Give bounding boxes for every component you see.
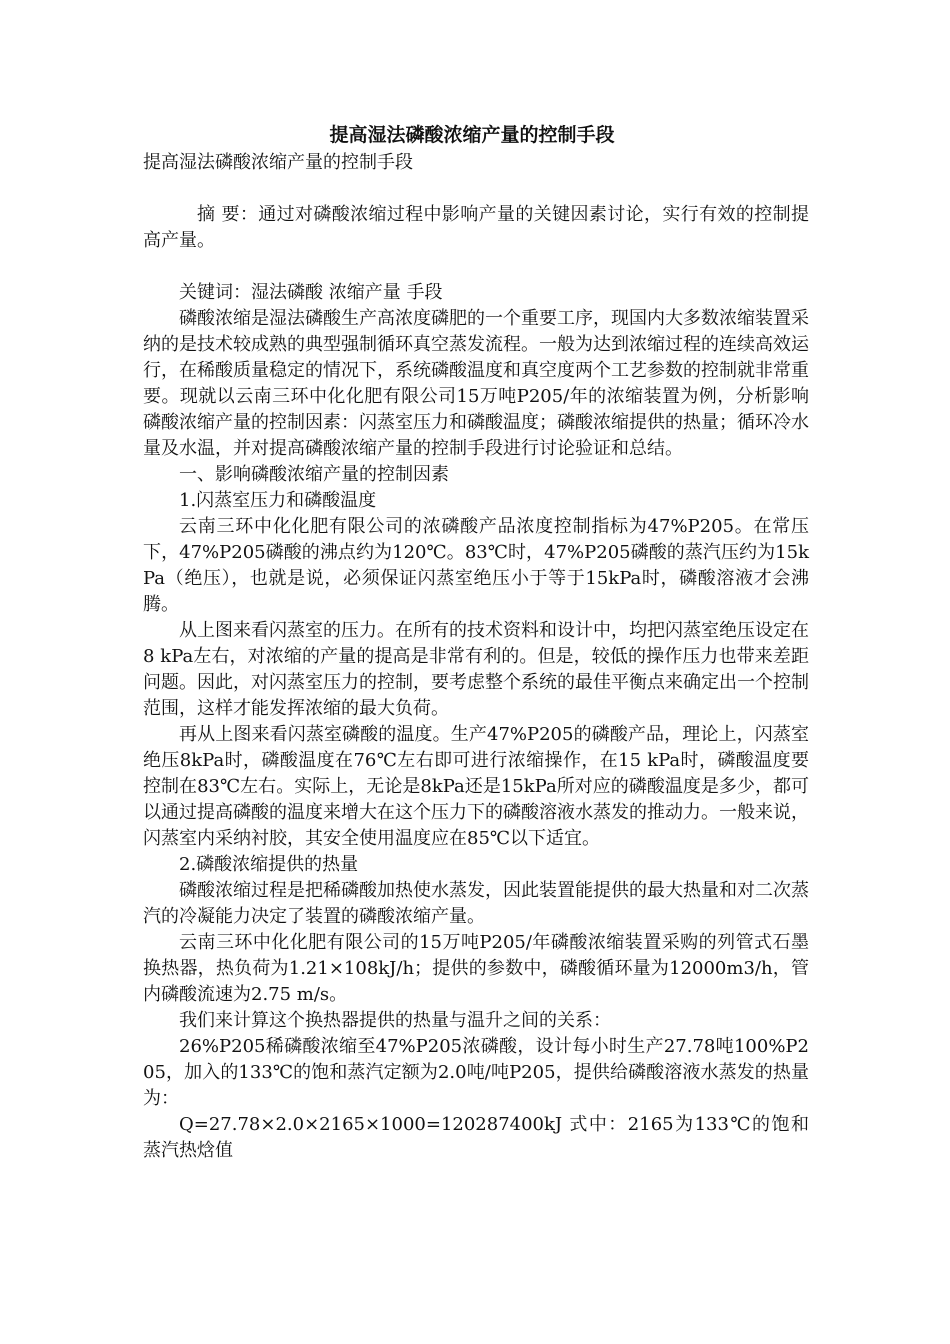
blank-line bbox=[143, 254, 809, 280]
body-paragraph: 再从上图来看闪蒸室磷酸的温度。生产47%P205的磷酸产品，理论上，闪蒸室绝压8kPa时，磷酸温度在76℃左右即可进行浓缩操作，在15 kPa时，磷酸温度要控制在83℃左右。实际上，无论是8kPa还是15kPa所对应的磷酸温度是多少，都可以通过提高磷酸的温度来增大在这个压力下的磷酸溶液水蒸发的推动力。一般来说，闪蒸室内采纳衬胶，其安全使用温度应在85℃以下适宜。 bbox=[143, 724, 809, 849]
document-title: 提高湿法磷酸浓缩产量的控制手段 bbox=[329, 124, 615, 146]
section-heading: 一、影响磷酸浓缩产量的控制因素 bbox=[179, 464, 449, 485]
abstract-text: 摘 要：通过对磷酸浓缩过程中影响产量的关键因素讨论，实行有效的控制提高产量。 bbox=[143, 204, 809, 251]
body-paragraph: 从上图来看闪蒸室的压力。在所有的技术资料和设计中，均把闪蒸室绝压设定在8 kPa左右，对浓缩的产量的提高是非常有利的。但是，较低的操作压力也带来差距问题。因此，对闪蒸室压力的控制，要考虑整个系统的最佳平衡点来确定出一个控制范围，这样才能发挥浓缩的最大负荷。 bbox=[143, 620, 809, 719]
body-paragraph: 磷酸浓缩过程是把稀磷酸加热使水蒸发，因此装置能提供的最大热量和对二次蒸汽的冷凝能力决定了装置的磷酸浓缩产量。 bbox=[143, 880, 809, 927]
body-paragraph: 我们来计算这个换热器提供的热量与温升之间的关系： bbox=[179, 1010, 611, 1031]
formula-paragraph: Q=27.78×2.0×2165×1000=120287400kJ 式中：2165为133℃的饱和蒸汽热焓值 bbox=[143, 1114, 809, 1161]
body-paragraph: 26%P205稀磷酸浓缩至47%P205浓磷酸，设计每小时生产27.78吨100%P205，加入的133℃的饱和蒸汽定额为2.0吨/吨P205，提供给磷酸溶液水蒸发的热量为： bbox=[143, 1036, 809, 1109]
body-paragraph: 云南三环中化化肥有限公司的浓磷酸产品浓度控制指标为47%P205。在常压下，47%P205磷酸的沸点约为120℃。83℃时，47%P205磷酸的蒸汽压约为15kPa（绝压），也就是说，必须保证闪蒸室绝压小于等于15kPa时，磷酸溶液才会沸腾。 bbox=[143, 516, 809, 615]
blank-line bbox=[143, 176, 809, 202]
subsection-heading: 1.闪蒸室压力和磷酸温度 bbox=[179, 490, 377, 511]
body-paragraph: 磷酸浓缩是湿法磷酸生产高浓度磷肥的一个重要工序，现国内大多数浓缩装置采纳的是技术较成熟的典型强制循环真空蒸发流程。一般为达到浓缩过程的连续高效运行，在稀酸质量稳定的情况下，系统磷酸温度和真空度两个工艺参数的控制就非常重要。现就以云南三环中化化肥有限公司15万吨P205/年的浓缩装置为例，分析影响磷酸浓缩产量的控制因素：闪蒸室压力和磷酸温度；磷酸浓缩提供的热量；循环冷水量及水温，并对提高磷酸浓缩产量的控制手段进行讨论验证和总结。 bbox=[143, 308, 809, 459]
document-page bbox=[143, 120, 809, 1164]
document-subtitle: 提高湿法磷酸浓缩产量的控制手段 bbox=[143, 152, 413, 173]
subsection-heading: 2.磷酸浓缩提供的热量 bbox=[179, 854, 359, 875]
body-paragraph: 云南三环中化化肥有限公司的15万吨P205/年磷酸浓缩装置采购的列管式石墨换热器，热负荷为1.21×108kJ/h；提供的参数中，磷酸循环量为12000m3/h，管内磷酸流速为2.75 m/s。 bbox=[143, 932, 809, 1005]
keywords-text: 关键词：湿法磷酸 浓缩产量 手段 bbox=[179, 282, 443, 303]
